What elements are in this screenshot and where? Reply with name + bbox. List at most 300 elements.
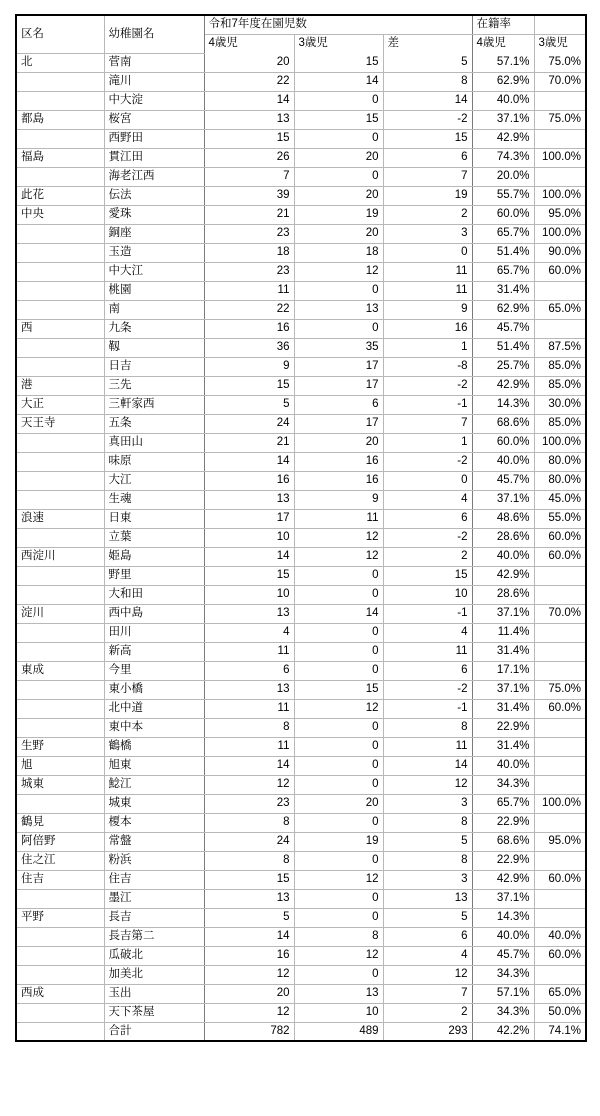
cell-age4-count: 24 [204, 832, 294, 851]
cell-school: 今里 [104, 661, 204, 680]
cell-age4-rate: 60.0% [472, 433, 534, 452]
cell-age3-count: 0 [294, 908, 383, 927]
cell-school: 日吉 [104, 357, 204, 376]
cell-diff: 2 [383, 205, 472, 224]
cell-age3-rate [534, 91, 586, 110]
cell-age4-count: 26 [204, 148, 294, 167]
cell-ward [16, 357, 104, 376]
table-row [16, 72, 586, 91]
cell-age3-count: 16 [294, 452, 383, 471]
cell-age3-count: 20 [294, 148, 383, 167]
cell-diff: 293 [383, 1022, 472, 1041]
cell-diff: 0 [383, 243, 472, 262]
cell-age4-rate: 34.3% [472, 1003, 534, 1022]
cell-age4-rate: 40.0% [472, 452, 534, 471]
cell-ward [16, 300, 104, 319]
cell-age4-count: 12 [204, 1003, 294, 1022]
table-row [16, 661, 586, 680]
cell-age3-rate: 60.0% [534, 547, 586, 566]
cell-diff: 8 [383, 813, 472, 832]
cell-age3-count: 35 [294, 338, 383, 357]
cell-age4-count: 20 [204, 984, 294, 1003]
cell-age3-count: 10 [294, 1003, 383, 1022]
cell-ward [16, 72, 104, 91]
cell-age3-rate: 85.0% [534, 414, 586, 433]
cell-school: 玉出 [104, 984, 204, 1003]
cell-ward [16, 167, 104, 186]
table-row [16, 414, 586, 433]
cell-ward: 港 [16, 376, 104, 395]
cell-ward [16, 585, 104, 604]
cell-school: 野里 [104, 566, 204, 585]
table-row [16, 680, 586, 699]
cell-age4-count: 5 [204, 395, 294, 414]
cell-age4-count: 11 [204, 737, 294, 756]
cell-diff: 6 [383, 509, 472, 528]
table-row [16, 756, 586, 775]
cell-school: 靱 [104, 338, 204, 357]
cell-age3-count: 14 [294, 72, 383, 91]
cell-age4-rate: 51.4% [472, 243, 534, 262]
cell-diff: 11 [383, 642, 472, 661]
cell-ward [16, 718, 104, 737]
cell-age4-count: 12 [204, 965, 294, 984]
cell-age4-rate: 65.7% [472, 224, 534, 243]
cell-age4-count: 15 [204, 870, 294, 889]
table-row [16, 775, 586, 794]
cell-age4-count: 18 [204, 243, 294, 262]
cell-age3-rate: 100.0% [534, 186, 586, 205]
cell-age4-rate: 74.3% [472, 148, 534, 167]
cell-age4-rate: 65.7% [472, 794, 534, 813]
cell-age4-count: 782 [204, 1022, 294, 1041]
cell-age4-count: 10 [204, 585, 294, 604]
cell-age3-rate: 100.0% [534, 224, 586, 243]
cell-age3-count: 12 [294, 262, 383, 281]
cell-age4-count: 23 [204, 224, 294, 243]
cell-age3-count: 0 [294, 737, 383, 756]
cell-age4-count: 12 [204, 775, 294, 794]
cell-ward: 天王寺 [16, 414, 104, 433]
cell-ward: 都島 [16, 110, 104, 129]
cell-ward [16, 338, 104, 357]
cell-age3-rate: 60.0% [534, 870, 586, 889]
table-row [16, 623, 586, 642]
cell-school: 九条 [104, 319, 204, 338]
cell-school: 天下茶屋 [104, 1003, 204, 1022]
column-group-header-rate: 在籍率 [472, 15, 534, 34]
cell-age3-rate: 85.0% [534, 357, 586, 376]
cell-age3-rate [534, 775, 586, 794]
cell-age4-count: 13 [204, 110, 294, 129]
cell-ward: 住之江 [16, 851, 104, 870]
cell-school: 中大淀 [104, 91, 204, 110]
cell-age3-rate: 55.0% [534, 509, 586, 528]
cell-age3-count: 20 [294, 433, 383, 452]
cell-age4-rate: 28.6% [472, 585, 534, 604]
cell-age3-rate [534, 642, 586, 661]
cell-age4-rate: 68.6% [472, 414, 534, 433]
cell-age4-rate: 42.2% [472, 1022, 534, 1041]
cell-age3-rate: 50.0% [534, 1003, 586, 1022]
cell-age4-rate: 55.7% [472, 186, 534, 205]
cell-school: 中大江 [104, 262, 204, 281]
table-row [16, 547, 586, 566]
cell-ward: 旭 [16, 756, 104, 775]
cell-age4-rate: 42.9% [472, 376, 534, 395]
table-row [16, 452, 586, 471]
cell-school: 新高 [104, 642, 204, 661]
cell-diff: 4 [383, 946, 472, 965]
cell-ward [16, 623, 104, 642]
column-header-age4-rate: 4歳児 [472, 34, 534, 53]
cell-diff: -2 [383, 528, 472, 547]
cell-diff: 10 [383, 585, 472, 604]
cell-age3-count: 0 [294, 756, 383, 775]
cell-school: 味原 [104, 452, 204, 471]
cell-school: 合計 [104, 1022, 204, 1041]
cell-diff: 15 [383, 566, 472, 585]
cell-diff: 6 [383, 661, 472, 680]
cell-age4-rate: 22.9% [472, 851, 534, 870]
header-row-group [16, 15, 586, 34]
cell-diff: 6 [383, 148, 472, 167]
cell-age3-rate: 60.0% [534, 262, 586, 281]
cell-school: 常盤 [104, 832, 204, 851]
cell-age3-rate [534, 129, 586, 148]
cell-diff: 8 [383, 851, 472, 870]
table-row [16, 338, 586, 357]
cell-age3-rate: 74.1% [534, 1022, 586, 1041]
cell-school: 加美北 [104, 965, 204, 984]
cell-age3-count: 0 [294, 129, 383, 148]
table-row [16, 319, 586, 338]
cell-age4-count: 16 [204, 319, 294, 338]
cell-age3-rate [534, 319, 586, 338]
cell-ward [16, 243, 104, 262]
cell-age3-count: 12 [294, 547, 383, 566]
cell-age3-rate: 65.0% [534, 984, 586, 1003]
cell-age4-rate: 42.9% [472, 566, 534, 585]
cell-ward [16, 528, 104, 547]
cell-age4-rate: 40.0% [472, 547, 534, 566]
cell-age3-rate: 80.0% [534, 452, 586, 471]
cell-age3-rate [534, 566, 586, 585]
kindergarten-enrollment-table [15, 14, 587, 1042]
cell-age3-count: 0 [294, 813, 383, 832]
table-row [16, 300, 586, 319]
cell-school: 銅座 [104, 224, 204, 243]
cell-diff: 9 [383, 300, 472, 319]
cell-age4-count: 14 [204, 927, 294, 946]
cell-school: 東小橋 [104, 680, 204, 699]
cell-diff: 3 [383, 224, 472, 243]
cell-age3-count: 19 [294, 832, 383, 851]
cell-school: 住吉 [104, 870, 204, 889]
cell-diff: 5 [383, 908, 472, 927]
cell-age4-rate: 51.4% [472, 338, 534, 357]
cell-ward [16, 91, 104, 110]
cell-ward [16, 224, 104, 243]
cell-ward [16, 965, 104, 984]
cell-age3-count: 18 [294, 243, 383, 262]
cell-ward: 西淀川 [16, 547, 104, 566]
cell-diff: -1 [383, 699, 472, 718]
cell-diff: 12 [383, 965, 472, 984]
cell-age4-count: 39 [204, 186, 294, 205]
table-row [16, 965, 586, 984]
table-row [16, 794, 586, 813]
cell-diff: 13 [383, 889, 472, 908]
cell-age4-rate: 42.9% [472, 129, 534, 148]
cell-age3-rate [534, 585, 586, 604]
cell-school: 愛珠 [104, 205, 204, 224]
cell-school: 貫江田 [104, 148, 204, 167]
table-row [16, 927, 586, 946]
cell-age4-count: 14 [204, 91, 294, 110]
column-header-age3-count: 3歳児 [294, 34, 383, 53]
cell-age3-count: 0 [294, 718, 383, 737]
table-row [16, 243, 586, 262]
spreadsheet-sheet [15, 14, 585, 1042]
cell-diff: 3 [383, 794, 472, 813]
cell-school: 西中島 [104, 604, 204, 623]
table-row [16, 148, 586, 167]
cell-diff: 8 [383, 718, 472, 737]
cell-age3-rate [534, 756, 586, 775]
cell-ward: 鶴見 [16, 813, 104, 832]
cell-age4-count: 23 [204, 794, 294, 813]
cell-age4-count: 15 [204, 566, 294, 585]
cell-age3-count: 11 [294, 509, 383, 528]
cell-ward: 平野 [16, 908, 104, 927]
cell-age3-rate: 95.0% [534, 205, 586, 224]
cell-ward [16, 927, 104, 946]
cell-age3-count: 0 [294, 566, 383, 585]
cell-age4-rate: 28.6% [472, 528, 534, 547]
cell-age3-rate: 100.0% [534, 148, 586, 167]
table-row [16, 262, 586, 281]
cell-age4-count: 22 [204, 300, 294, 319]
cell-age3-count: 20 [294, 794, 383, 813]
cell-age4-count: 24 [204, 414, 294, 433]
cell-age3-count: 20 [294, 224, 383, 243]
cell-age4-rate: 31.4% [472, 737, 534, 756]
cell-ward: 北 [16, 53, 104, 72]
cell-age3-count: 13 [294, 300, 383, 319]
column-header-age4-count: 4歳児 [204, 34, 294, 53]
cell-diff: 4 [383, 623, 472, 642]
cell-ward: 淀川 [16, 604, 104, 623]
cell-school: 城東 [104, 794, 204, 813]
cell-age3-rate: 30.0% [534, 395, 586, 414]
cell-diff: 2 [383, 547, 472, 566]
cell-age4-rate: 45.7% [472, 946, 534, 965]
cell-age4-count: 17 [204, 509, 294, 528]
cell-age4-rate: 20.0% [472, 167, 534, 186]
cell-age3-rate: 90.0% [534, 243, 586, 262]
cell-age4-count: 10 [204, 528, 294, 547]
column-header-age3-rate: 3歳児 [538, 37, 568, 49]
cell-age4-rate: 37.1% [472, 604, 534, 623]
cell-school: 三先 [104, 376, 204, 395]
cell-age3-rate: 60.0% [534, 699, 586, 718]
cell-age4-rate: 25.7% [472, 357, 534, 376]
cell-age4-count: 8 [204, 718, 294, 737]
cell-school: 姫島 [104, 547, 204, 566]
cell-age3-count: 8 [294, 927, 383, 946]
cell-ward: 浪速 [16, 509, 104, 528]
column-group-header-enrollment: 令和7年度在園児数 [204, 15, 472, 34]
table-row [16, 357, 586, 376]
cell-age4-count: 6 [204, 661, 294, 680]
cell-age3-rate [534, 737, 586, 756]
cell-ward [16, 680, 104, 699]
cell-diff: -1 [383, 395, 472, 414]
cell-ward [16, 129, 104, 148]
cell-diff: 19 [383, 186, 472, 205]
table-row [16, 129, 586, 148]
cell-diff: 1 [383, 338, 472, 357]
cell-age3-count: 12 [294, 870, 383, 889]
cell-age4-count: 7 [204, 167, 294, 186]
cell-age3-count: 15 [294, 53, 383, 72]
cell-diff: 0 [383, 471, 472, 490]
cell-age3-rate [534, 661, 586, 680]
cell-school: 菅南 [104, 53, 204, 72]
cell-school: 瓜破北 [104, 946, 204, 965]
cell-age3-rate: 80.0% [534, 471, 586, 490]
cell-age4-count: 21 [204, 205, 294, 224]
table-row [16, 870, 586, 889]
cell-age3-count: 0 [294, 585, 383, 604]
cell-age3-count: 0 [294, 775, 383, 794]
table-row [16, 205, 586, 224]
cell-age4-rate: 14.3% [472, 908, 534, 927]
cell-school: 粉浜 [104, 851, 204, 870]
cell-age4-count: 14 [204, 756, 294, 775]
cell-age4-count: 16 [204, 471, 294, 490]
cell-school: 墨江 [104, 889, 204, 908]
cell-age3-count: 489 [294, 1022, 383, 1041]
cell-age4-rate: 11.4% [472, 623, 534, 642]
cell-ward: 福島 [16, 148, 104, 167]
cell-age3-count: 0 [294, 319, 383, 338]
cell-age3-count: 16 [294, 471, 383, 490]
table-row [16, 224, 586, 243]
table-row [16, 1003, 586, 1022]
cell-age3-rate: 75.0% [534, 53, 586, 72]
cell-age4-rate: 40.0% [472, 756, 534, 775]
cell-school: 東中本 [104, 718, 204, 737]
cell-school: 鶴橋 [104, 737, 204, 756]
cell-diff: 5 [383, 832, 472, 851]
cell-age3-count: 15 [294, 110, 383, 129]
cell-age3-count: 9 [294, 490, 383, 509]
cell-age3-count: 0 [294, 889, 383, 908]
cell-age3-count: 0 [294, 642, 383, 661]
table-row [16, 604, 586, 623]
cell-age3-count: 17 [294, 376, 383, 395]
cell-ward: 生野 [16, 737, 104, 756]
cell-ward: 住吉 [16, 870, 104, 889]
table-row [16, 566, 586, 585]
cell-age3-count: 20 [294, 186, 383, 205]
cell-age3-count: 12 [294, 528, 383, 547]
cell-ward: 大正 [16, 395, 104, 414]
table-row [16, 908, 586, 927]
cell-diff: 16 [383, 319, 472, 338]
cell-age4-count: 11 [204, 281, 294, 300]
cell-school: 西野田 [104, 129, 204, 148]
cell-age4-count: 13 [204, 604, 294, 623]
cell-diff: 11 [383, 281, 472, 300]
cell-age3-rate [534, 851, 586, 870]
cell-age3-rate [534, 623, 586, 642]
cell-diff: 11 [383, 737, 472, 756]
table-row [16, 585, 586, 604]
table-row [16, 832, 586, 851]
cell-age4-count: 21 [204, 433, 294, 452]
cell-ward: 中央 [16, 205, 104, 224]
cell-age4-rate: 57.1% [472, 53, 534, 72]
cell-age4-rate: 68.6% [472, 832, 534, 851]
cell-age4-rate: 45.7% [472, 471, 534, 490]
table-row [16, 395, 586, 414]
cell-ward [16, 699, 104, 718]
cell-age3-rate: 100.0% [534, 794, 586, 813]
cell-school: 榎本 [104, 813, 204, 832]
cell-school: 田川 [104, 623, 204, 642]
table-row [16, 946, 586, 965]
cell-school: 南 [104, 300, 204, 319]
cell-age3-rate: 65.0% [534, 300, 586, 319]
cell-age3-rate: 95.0% [534, 832, 586, 851]
cell-age3-rate: 70.0% [534, 604, 586, 623]
cell-age3-rate: 40.0% [534, 927, 586, 946]
cell-diff: 7 [383, 167, 472, 186]
cell-age4-count: 36 [204, 338, 294, 357]
cell-diff: 1 [383, 433, 472, 452]
cell-ward [16, 262, 104, 281]
cell-age4-rate: 45.7% [472, 319, 534, 338]
table-row-total [16, 1022, 586, 1041]
cell-age4-count: 23 [204, 262, 294, 281]
cell-age4-rate: 31.4% [472, 642, 534, 661]
cell-age3-count: 0 [294, 281, 383, 300]
table-row [16, 186, 586, 205]
cell-age4-count: 9 [204, 357, 294, 376]
cell-age3-rate [534, 281, 586, 300]
cell-diff: -2 [383, 110, 472, 129]
cell-school: 生魂 [104, 490, 204, 509]
cell-school: 桃園 [104, 281, 204, 300]
column-header-school: 幼稚園名 [104, 15, 204, 53]
cell-age3-count: 0 [294, 965, 383, 984]
table-row [16, 91, 586, 110]
cell-diff: -2 [383, 680, 472, 699]
cell-age4-rate: 17.1% [472, 661, 534, 680]
cell-age4-rate: 37.1% [472, 490, 534, 509]
cell-diff: 5 [383, 53, 472, 72]
column-header-ward: 区名 [16, 15, 104, 53]
cell-age4-rate: 65.7% [472, 262, 534, 281]
cell-age4-count: 15 [204, 376, 294, 395]
table-row [16, 642, 586, 661]
cell-age3-count: 0 [294, 851, 383, 870]
cell-school: 北中道 [104, 699, 204, 718]
cell-age4-rate: 60.0% [472, 205, 534, 224]
